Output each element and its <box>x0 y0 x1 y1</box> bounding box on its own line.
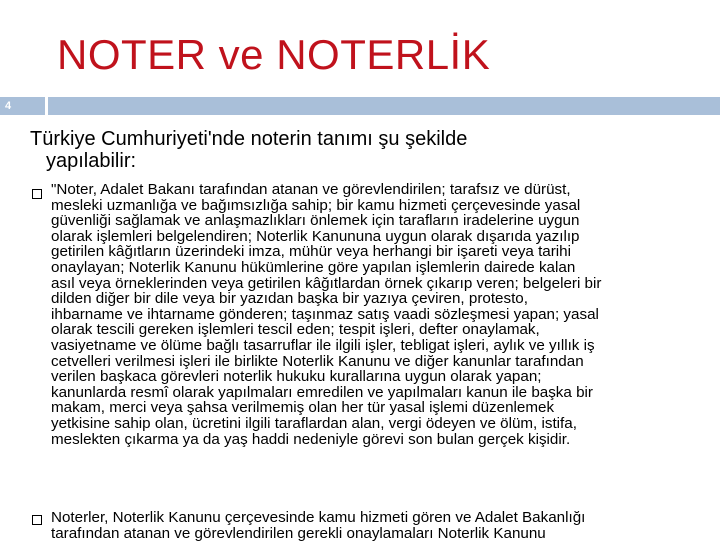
bullet-paragraph-2: Noterler, Noterlik Kanunu çerçevesinde kamu hizmeti gören ve Adalet Bakanlığı tarafından atanan ve görevlendirilen gerekli onaylamaları Noterlik Kanunu <box>51 509 586 542</box>
bullet-paragraph-1: "Noter, Adalet Bakanı tarafından atanan ve görevlendirilen; tarafsız ve dürüst, mesleki uzmanlığa ve bağımsızlığa sahip; bir kamu hizmeti çerçevesinde yasal güvenliği sağlamak ve anlaşmazlıkları önlemek için tarafların iradelerine uygun olarak işlemleri belgelendiren; Noterlik Kanununa uygun olarak dışarıda yazılıp getirilen kâğıtların üzerindeki imza, mühür veya herhangi bir işareti veya tarihi onaylayan; Noterlik Kanunu hükümlerine göre yapılan işlemlerin dairede kalan asıl veya örneklerinden veya getirilen kâğıtlardan örnek çıkarıp veren; belgeleri bir dilden diğer bir dile veya bir yazıdan başka bir yazıya çeviren, protesto, ihbarname ve ihtarname gönderen; taşınmaz satış vaadi sözleşmesi yapan; yasal olarak tescili gereken işlemleri tescil eden; tespit işleri, defter onaylamak, vasiyetname ve ölüme bağlı tasarruflar ile ilgili işler, tebligat işleri, aylık ve yıllık iş cetvelleri verilmesi işleri ile birlikte Noterlik Kanunu ve diğer kanunlar tarafından verilen başkaca görevleri noterlik hukuku kurallarına uygun olarak yapan; kanunlarda resmî olarak yapılmaları emredilen ve yapılmaları kanun ile başka bir makam, merci veya şahsa verilmemiş olan her tür yasal işlemi düzenlemek yetkisine sahip olan, ücretini ilgili taraflardan alan, vergi ödeyen ve ölüm, istifa, meslekten çıkarma ya da yaş haddi nedeniyle görevi son bulan gerçek kişidir. <box>51 181 602 448</box>
slide-title: NOTER ve NOTERLİK <box>57 31 491 78</box>
slide-number-box <box>0 97 45 115</box>
header-divider-bar <box>48 97 720 115</box>
bullet-square-icon <box>32 515 42 525</box>
section-heading <box>30 128 670 172</box>
bullet-square-icon <box>32 189 42 199</box>
section-heading-line-1: Türkiye Cumhuriyeti'nde noterin tanımı şu şekilde <box>30 128 468 150</box>
section-heading-line-2: yapılabilir: <box>46 150 137 172</box>
slide-number: 4 <box>5 100 12 112</box>
